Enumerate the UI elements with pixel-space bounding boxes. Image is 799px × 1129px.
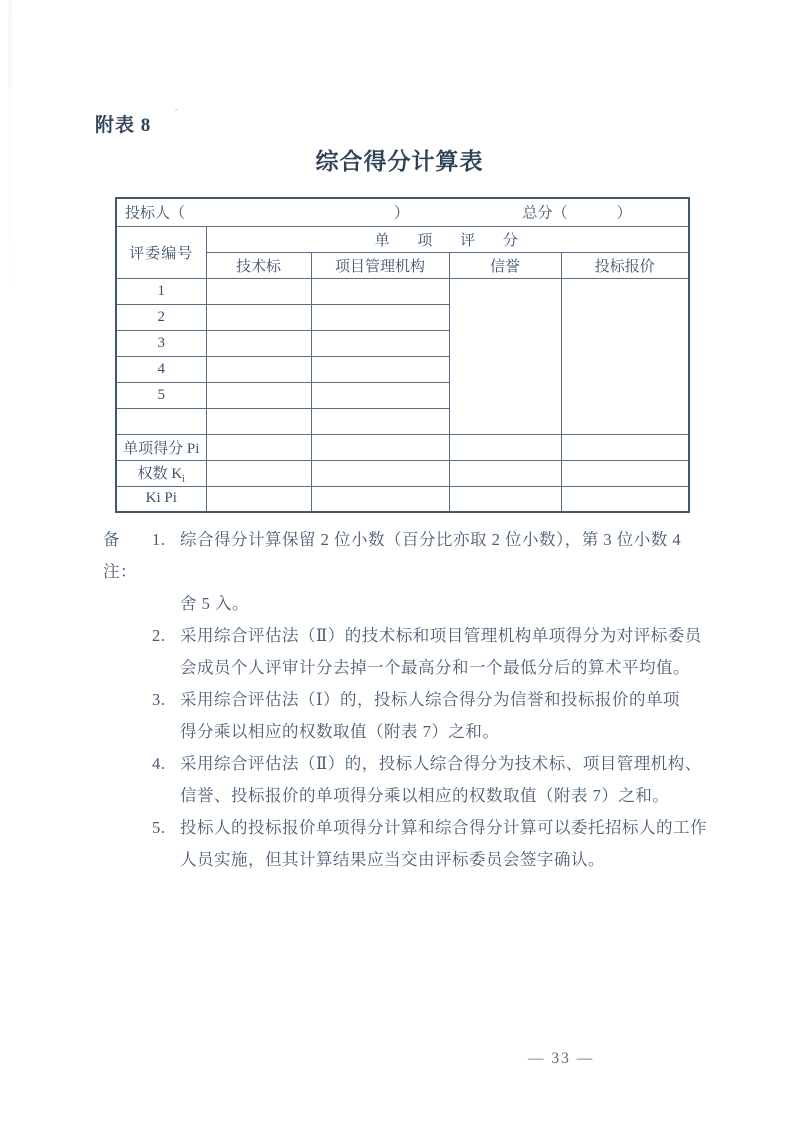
- empty-score-cell: [206, 486, 311, 512]
- empty-score-cell: [311, 434, 449, 460]
- weight-ki-text: 权数 K: [137, 465, 183, 482]
- note-item-1-line-1: [103, 524, 713, 588]
- bidder-total-cell: [116, 198, 689, 226]
- page-number: — 33 —: [528, 1050, 595, 1067]
- note-text: 采用综合评估法（Ⅱ）的技术标和项目管理机构单项得分为对评标委员: [180, 626, 702, 645]
- note-number: 1.: [152, 530, 166, 549]
- judge-number-cell: 5: [116, 382, 206, 408]
- empty-score-cell: [206, 278, 311, 304]
- table-row-group-header: [116, 226, 689, 252]
- empty-score-cell: [311, 356, 449, 382]
- note-text: 投标人的投标报价单项得分计算和综合得分计算可以委托招标人的工作: [180, 818, 707, 837]
- empty-score-cell: [206, 356, 311, 382]
- col-header-reputation: 信誉: [449, 252, 561, 278]
- empty-score-cell: [311, 460, 449, 486]
- judge-number-cell: 3: [116, 330, 206, 356]
- empty-score-cell: [311, 382, 449, 408]
- table-row-kipi: [116, 486, 689, 512]
- empty-score-cell: [206, 330, 311, 356]
- col-header-bid-price: 投标报价: [561, 252, 689, 278]
- judge-number-cell: 4: [116, 356, 206, 382]
- empty-score-cell: [206, 382, 311, 408]
- empty-score-cell: [206, 304, 311, 330]
- table-row-bidder-total: [116, 198, 689, 226]
- notes-section: [103, 524, 713, 876]
- note-indent: [103, 620, 152, 652]
- note-item-4-line-2: 信誉、投标报价的单项得分乘以相应的权数取值（附表 7）之和。: [180, 786, 670, 805]
- empty-score-cell: [311, 278, 449, 304]
- empty-score-cell: [561, 486, 689, 512]
- empty-score-cell: [206, 434, 311, 460]
- notes-label: 备注：: [103, 530, 137, 581]
- note-item-3-line-2: 得分乘以相应的权数取值（附表 7）之和。: [180, 722, 500, 741]
- weight-ki-subscript: i: [182, 473, 185, 485]
- empty-score-cell: [311, 486, 449, 512]
- empty-score-cell: [561, 434, 689, 460]
- page-title: 综合得分计算表: [315, 149, 484, 174]
- note-item-5-line-1: [103, 812, 713, 844]
- judge-number-cell: [116, 408, 206, 434]
- bidder-close-paren: ）: [393, 205, 409, 222]
- note-number: 3.: [152, 690, 166, 709]
- empty-score-cell: [449, 486, 561, 512]
- note-item-2-line-1: [103, 620, 713, 652]
- table-row-judge-1: [116, 278, 689, 304]
- empty-score-cell: [311, 408, 449, 434]
- judge-no-header: 评委编号: [116, 226, 206, 278]
- score-table: [115, 197, 690, 513]
- kipi-label: Ki Pi: [116, 486, 206, 512]
- group-header-item-scores: 单 项 评 分: [206, 226, 689, 252]
- empty-score-cell: [206, 408, 311, 434]
- note-text: 综合得分计算保留 2 位小数（百分比亦取 2 位小数），第 3 位小数 4: [180, 530, 682, 549]
- bidder-label: 投标人（: [125, 205, 186, 222]
- total-close-paren: ）: [616, 205, 632, 222]
- note-indent: [103, 812, 152, 844]
- col-header-technical-bid: 技术标: [206, 252, 311, 278]
- note-item-5-line-2: 人员实施，但其计算结果应当交由评标委员会签字确认。: [180, 850, 605, 869]
- judge-number-cell: 2: [116, 304, 206, 330]
- appendix-label: 附表 8: [95, 115, 152, 136]
- empty-score-cell: [449, 460, 561, 486]
- note-indent: [103, 684, 152, 716]
- weight-ki-label: [116, 460, 206, 486]
- total-score-label: 总分（: [522, 205, 568, 222]
- empty-score-cell-reputation-merged: [449, 278, 561, 434]
- empty-score-cell: [311, 304, 449, 330]
- note-item-2-line-2: 会成员个人评审计分去掉一个最高分和一个最低分后的算术平均值。: [180, 658, 690, 677]
- note-text: 采用综合评估法（Ⅱ）的，投标人综合得分为技术标、项目管理机构、: [180, 754, 702, 773]
- note-item-4-line-1: [103, 748, 713, 780]
- empty-score-cell: [561, 460, 689, 486]
- note-item-1-line-2: 舍 5 入。: [180, 594, 249, 613]
- judge-number-cell: 1: [116, 278, 206, 304]
- item-score-pi-label: 单项得分 Pi: [116, 434, 206, 460]
- note-indent: [103, 748, 152, 780]
- table-row-weight-ki: [116, 460, 689, 486]
- note-number: 4.: [152, 754, 166, 773]
- empty-score-cell-bidprice-merged: [561, 278, 689, 434]
- note-number: 2.: [152, 626, 166, 645]
- empty-score-cell: [206, 460, 311, 486]
- empty-score-cell: [449, 434, 561, 460]
- scan-tick-artifact: ˊ: [174, 106, 179, 121]
- note-item-3-line-1: [103, 684, 713, 716]
- col-header-project-management: 项目管理机构: [311, 252, 449, 278]
- note-text: 采用综合评估法（Ⅰ）的，投标人综合得分为信誉和投标报价的单项: [180, 690, 681, 709]
- table-row-item-score-pi: [116, 434, 689, 460]
- empty-score-cell: [311, 330, 449, 356]
- note-number: 5.: [152, 818, 166, 837]
